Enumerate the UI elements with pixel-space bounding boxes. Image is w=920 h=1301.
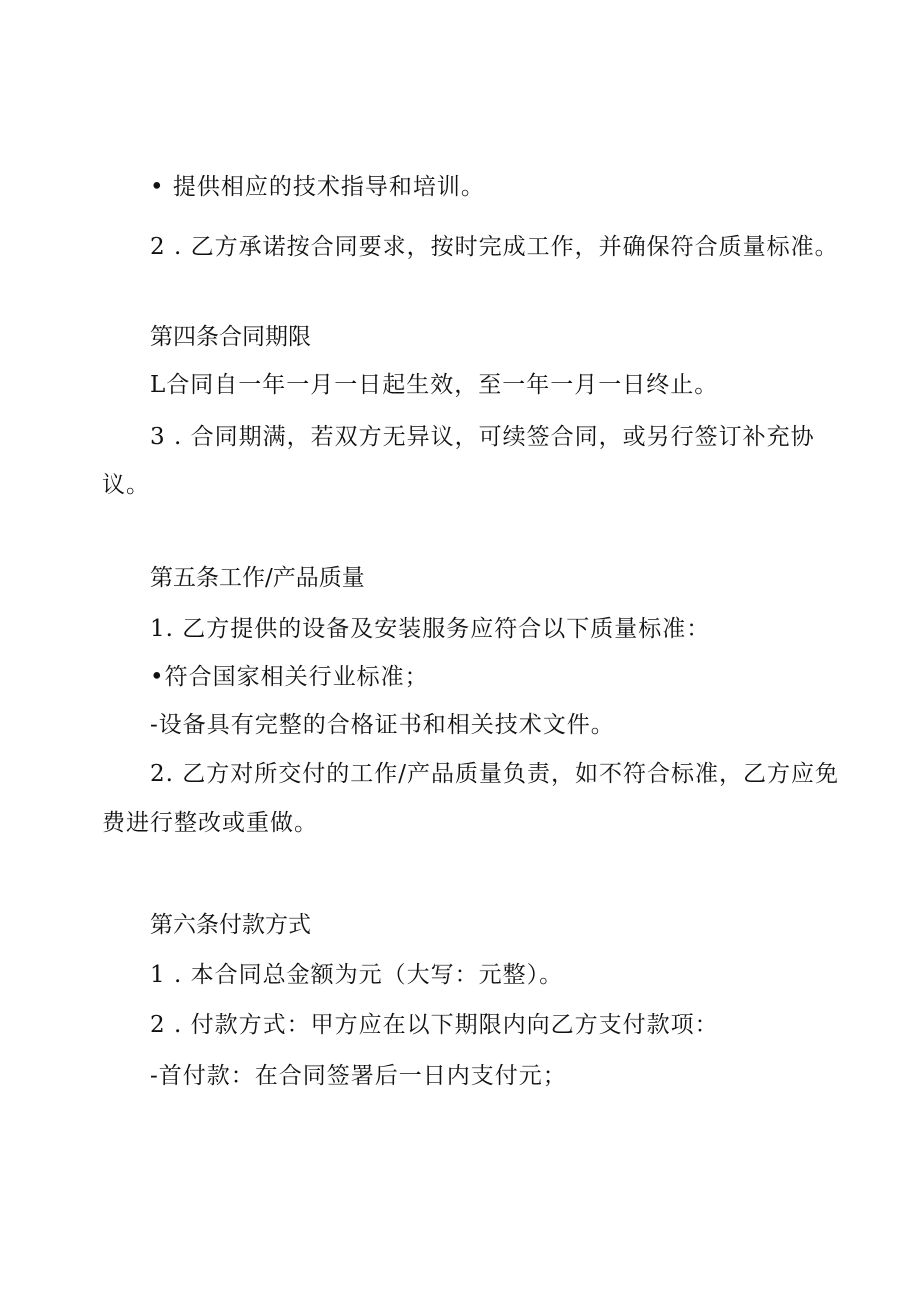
clause-item-2-party-b-commitment: 2 . 乙方承诺按合同要求，按时完成工作，并确保符合质量标准。 [150,234,839,260]
clause-item-2-quality-responsibility-continued: 费进行整改或重做。 [102,810,318,836]
clause-item-1-quality-standards: 1. 乙方提供的设备及安装服务应符合以下质量标准： [150,616,711,642]
clause-item-3-renewal: 3 . 合同期满，若双方无异议，可续签合同，或另行签订补充协 [150,424,815,450]
clause-item-contract-term: L合同自一年一月一日起生效，至一年一月一日终止。 [150,372,719,398]
dash-item-certificates: -设备具有完整的合格证书和相关技术文件。 [150,712,615,738]
section-heading-article-5: 第五条工作/产品质量 [150,565,365,591]
bullet-item-technical-guidance: • 提供相应的技术指导和培训。 [150,174,485,200]
section-heading-article-4: 第四条合同期限 [150,324,311,350]
section-heading-article-6: 第六条付款方式 [150,912,311,938]
dash-item-down-payment: -首付款：在合同签署后一日内支付元； [150,1063,567,1089]
clause-item-2-quality-responsibility: 2. 乙方对所交付的工作/产品质量负责，如不符合标准，乙方应免 [150,761,840,787]
bullet-item-national-standards: •符合国家相关行业标准； [150,664,429,690]
clause-item-2-payment-method: 2 . 付款方式：甲方应在以下期限内向乙方支付款项： [150,1012,719,1038]
clause-item-1-total-amount: 1 . 本合同总金额为元（大写：元整）。 [150,962,564,988]
clause-item-3-renewal-continued: 议。 [102,472,150,498]
